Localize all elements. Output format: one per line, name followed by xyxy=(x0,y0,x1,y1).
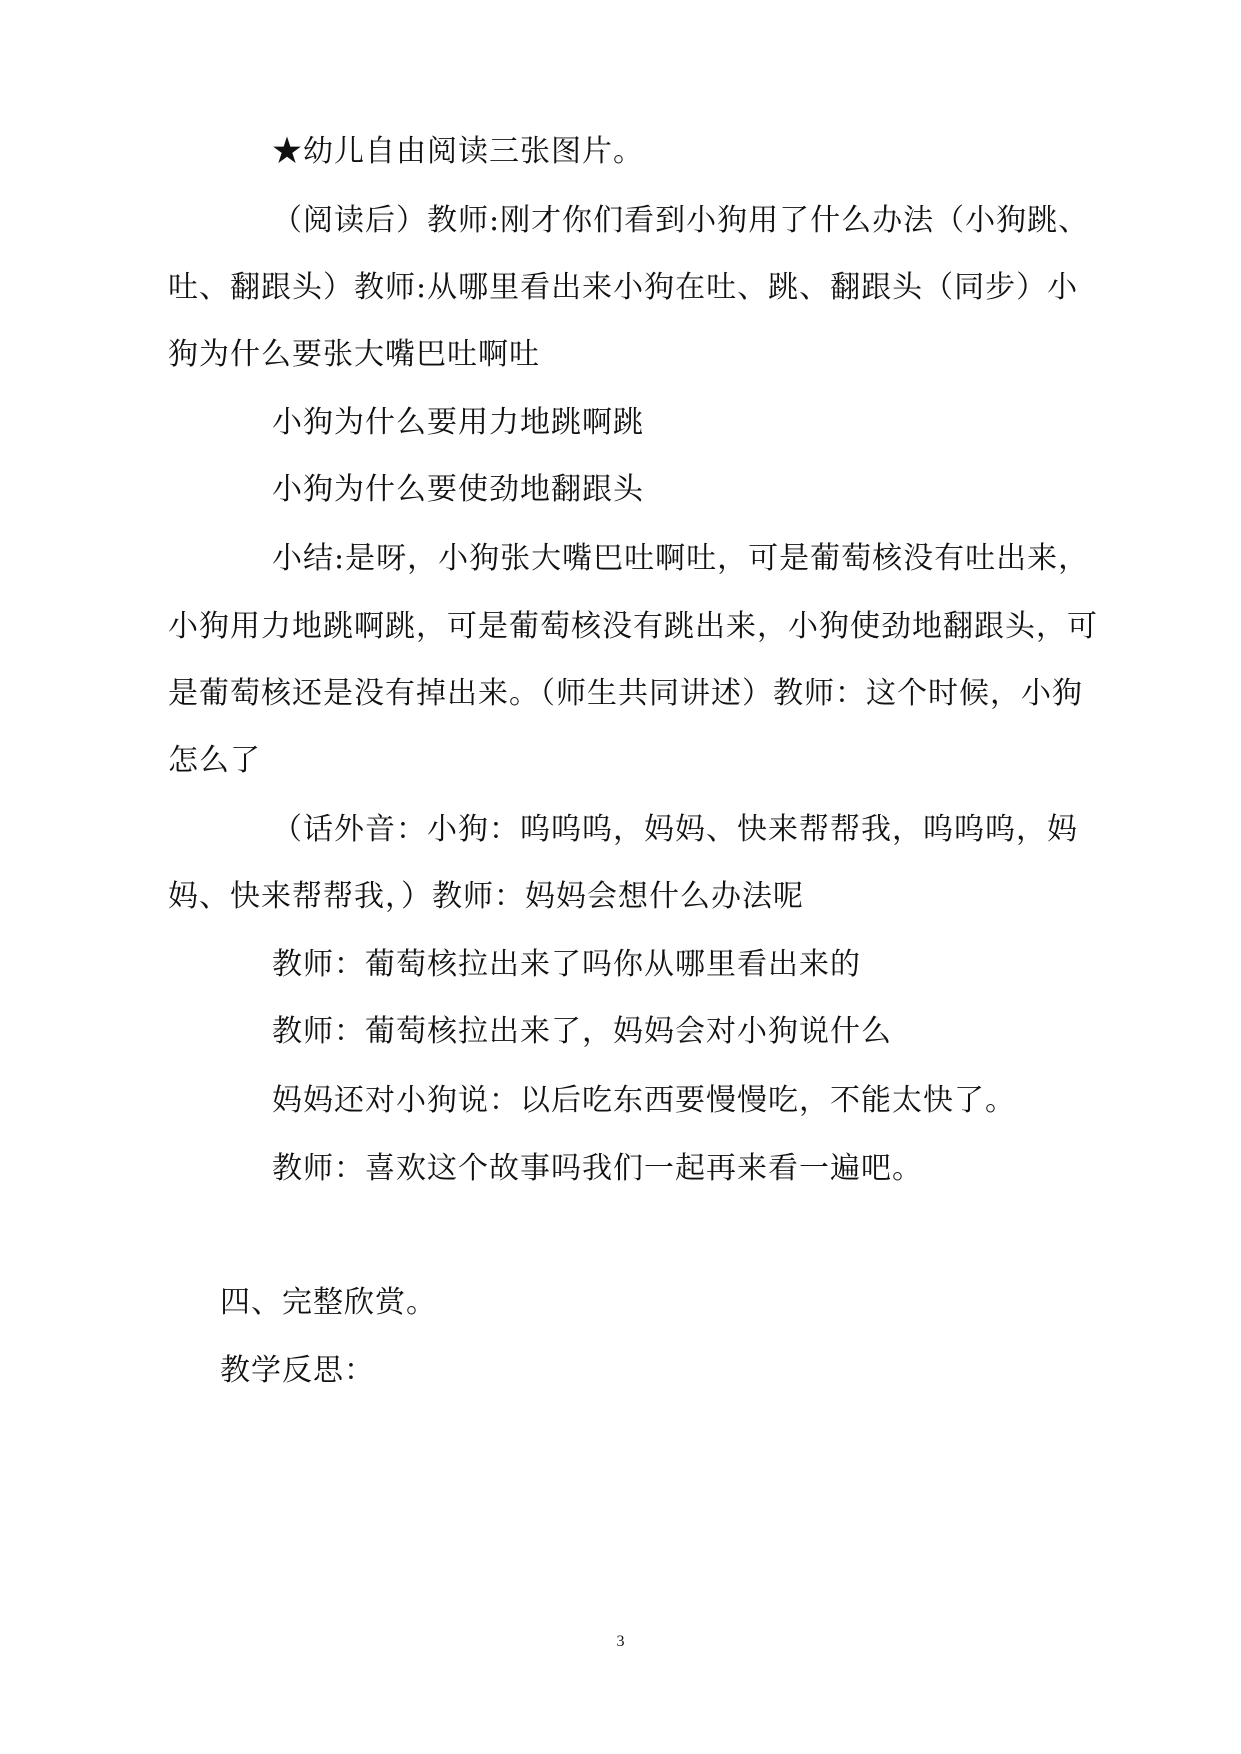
paragraph-line: （阅读后）教师:刚才你们看到小狗用了什么办法（小狗跳、 xyxy=(272,203,1090,238)
page-number: 3 xyxy=(616,1633,625,1650)
paragraph-line: 是葡萄核还是没有掉出来。（师生共同讲述）教师：这个时候，小狗 xyxy=(168,676,1083,711)
paragraph-line: 吐、翻跟头）教师:从哪里看出来小狗在吐、跳、翻跟头（同步）小 xyxy=(168,270,1079,305)
paragraph-line: 怎么了 xyxy=(168,743,261,778)
section-heading: 四、完整欣赏。 xyxy=(220,1285,437,1320)
paragraph-line: 教师：葡萄核拉出来了，妈妈会对小狗说什么 xyxy=(272,1014,892,1049)
paragraph-line: 小结:是呀，小狗张大嘴巴吐啊吐，可是葡萄核没有吐出来， xyxy=(272,541,1090,576)
paragraph-line: 小狗为什么要用力地跳啊跳 xyxy=(272,405,644,440)
paragraph-line: 狗为什么要张大嘴巴吐啊吐 xyxy=(168,337,540,372)
paragraph-line: 妈、快来帮帮我，）教师：妈妈会想什么办法呢 xyxy=(168,879,804,914)
paragraph-line: 妈妈还对小狗说：以后吃东西要慢慢吃，不能太快了。 xyxy=(272,1083,1016,1118)
section-heading: 教学反思： xyxy=(220,1353,375,1388)
paragraph-line: ★幼儿自由阅读三张图片。 xyxy=(272,134,644,169)
paragraph-line: 教师：喜欢这个故事吗我们一起再来看一遍吧。 xyxy=(272,1151,923,1186)
paragraph-line: 小狗用力地跳啊跳，可是葡萄核没有跳出来，小狗使劲地翻跟头，可 xyxy=(168,609,1098,644)
paragraph-line: （话外音：小狗：呜呜呜，妈妈、快来帮帮我，呜呜呜，妈 xyxy=(272,812,1078,847)
paragraph-line: 教师：葡萄核拉出来了吗你从哪里看出来的 xyxy=(272,947,861,982)
paragraph-line: 小狗为什么要使劲地翻跟头 xyxy=(272,472,644,507)
